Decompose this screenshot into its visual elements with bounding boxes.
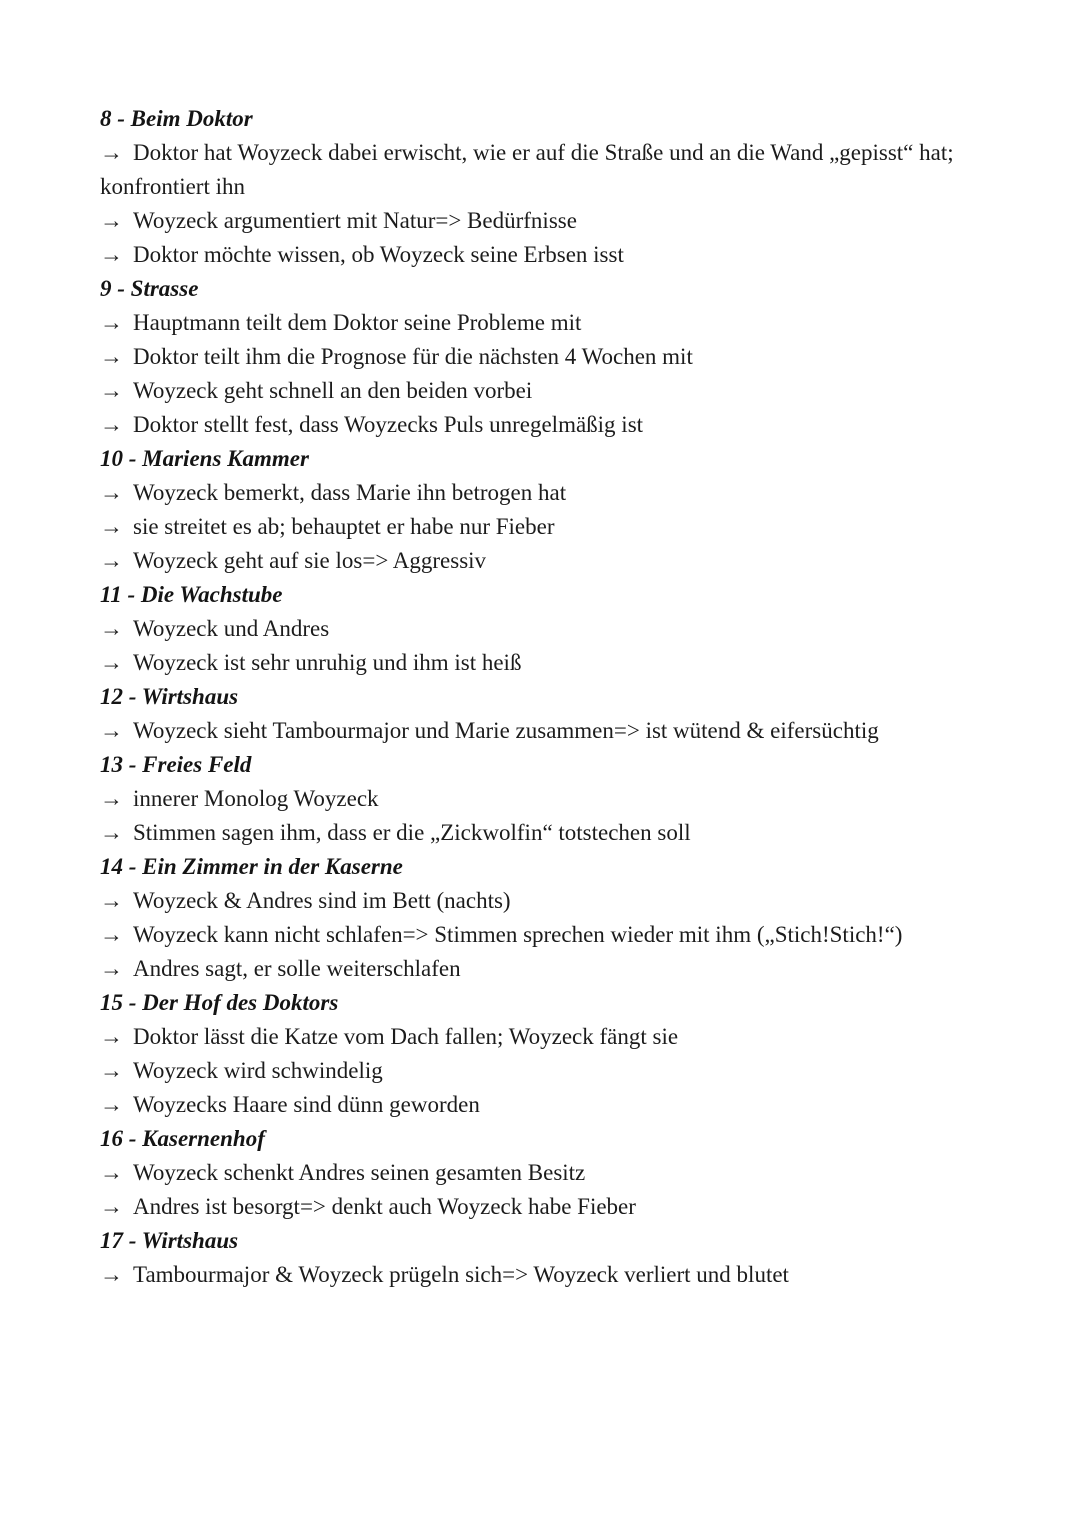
note-item-text: Woyzeck bemerkt, dass Marie ihn betrogen hat	[133, 480, 567, 505]
arrow-bullet-icon: →	[100, 956, 123, 981]
note-item	[100, 816, 970, 850]
note-item-text: Woyzeck sieht Tambourmajor und Marie zusammen=> ist wütend & eifersüchtig	[133, 718, 879, 743]
scene-section	[100, 1224, 970, 1292]
arrow-bullet-icon: →	[100, 1092, 123, 1117]
notes-content	[100, 102, 970, 1292]
arrow-bullet-icon: →	[100, 922, 123, 947]
note-item-text: sie streitet es ab; behauptet er habe nur Fieber	[133, 514, 555, 539]
note-item	[100, 1054, 970, 1088]
arrow-bullet-icon: →	[100, 242, 123, 267]
note-item-text: Woyzeck und Andres	[133, 616, 330, 641]
note-item-text: Woyzeck & Andres sind im Bett (nachts)	[133, 888, 511, 913]
note-item	[100, 510, 970, 544]
note-item	[100, 612, 970, 646]
scene-section	[100, 1122, 970, 1224]
arrow-bullet-icon: →	[100, 480, 123, 505]
note-item	[100, 340, 970, 374]
arrow-bullet-icon: →	[100, 344, 123, 369]
note-item-text: Doktor teilt ihm die Prognose für die nächsten 4 Wochen mit	[133, 344, 693, 369]
note-item-text: Andres ist besorgt=> denkt auch Woyzeck habe Fieber	[133, 1194, 636, 1219]
note-item-text: Doktor lässt die Katze vom Dach fallen; Woyzeck fängt sie	[133, 1024, 679, 1049]
scene-heading: 12 - Wirtshaus	[100, 684, 239, 709]
note-item-text: Doktor stellt fest, dass Woyzecks Puls unregelmäßig ist	[133, 412, 644, 437]
note-item	[100, 374, 970, 408]
scene-section	[100, 850, 970, 986]
arrow-bullet-icon: →	[100, 1058, 123, 1083]
scene-heading: 16 - Kasernenhof	[100, 1126, 265, 1151]
note-item-text: Doktor möchte wissen, ob Woyzeck seine Erbsen isst	[133, 242, 624, 267]
arrow-bullet-icon: →	[100, 548, 123, 573]
note-item-text: innerer Monolog Woyzeck	[133, 786, 379, 811]
note-item	[100, 204, 970, 238]
scene-heading: 8 - Beim Doktor	[100, 106, 253, 131]
arrow-bullet-icon: →	[100, 310, 123, 335]
arrow-bullet-icon: →	[100, 1024, 123, 1049]
scene-heading: 17 - Wirtshaus	[100, 1228, 239, 1253]
note-item	[100, 238, 970, 272]
arrow-bullet-icon: →	[100, 888, 123, 913]
arrow-bullet-icon: →	[100, 718, 123, 743]
note-item-text: Woyzeck geht auf sie los=> Aggressiv	[133, 548, 487, 573]
scene-section	[100, 272, 970, 442]
arrow-bullet-icon: →	[100, 616, 123, 641]
note-item-text: Woyzeck geht schnell an den beiden vorbei	[133, 378, 533, 403]
scene-heading: 11 - Die Wachstube	[100, 582, 283, 607]
note-item-text: Woyzecks Haare sind dünn geworden	[133, 1092, 480, 1117]
arrow-bullet-icon: →	[100, 1160, 123, 1185]
arrow-bullet-icon: →	[100, 140, 123, 165]
scene-section	[100, 986, 970, 1122]
arrow-bullet-icon: →	[100, 650, 123, 675]
scene-heading: 10 - Mariens Kammer	[100, 446, 309, 471]
note-item	[100, 544, 970, 578]
scene-section	[100, 442, 970, 578]
note-item	[100, 136, 970, 204]
scene-heading: 9 - Strasse	[100, 276, 199, 301]
note-item	[100, 408, 970, 442]
note-item-text: Woyzeck ist sehr unruhig und ihm ist heiß	[133, 650, 522, 675]
note-item	[100, 918, 970, 952]
note-item-text: Woyzeck kann nicht schlafen=> Stimmen sprechen wieder mit ihm („Stich!Stich!“)	[133, 922, 903, 947]
note-item-text: Hauptmann teilt dem Doktor seine Probleme mit	[133, 310, 582, 335]
note-item	[100, 782, 970, 816]
note-item	[100, 646, 970, 680]
arrow-bullet-icon: →	[100, 1194, 123, 1219]
note-item	[100, 1020, 970, 1054]
arrow-bullet-icon: →	[100, 412, 123, 437]
arrow-bullet-icon: →	[100, 820, 123, 845]
arrow-bullet-icon: →	[100, 514, 123, 539]
note-item-text: Woyzeck argumentiert mit Natur=> Bedürfnisse	[133, 208, 577, 233]
note-item	[100, 1190, 970, 1224]
note-item-text: Stimmen sagen ihm, dass er die „Zickwolfin“ totstechen soll	[133, 820, 691, 845]
note-item	[100, 952, 970, 986]
note-item	[100, 1088, 970, 1122]
note-item	[100, 306, 970, 340]
scene-heading: 15 - Der Hof des Doktors	[100, 990, 339, 1015]
scene-section	[100, 578, 970, 680]
note-item	[100, 884, 970, 918]
scene-section	[100, 102, 970, 272]
note-item	[100, 714, 970, 748]
scene-section	[100, 680, 970, 748]
note-item-text: Doktor hat Woyzeck dabei erwischt, wie er auf die Straße und an die Wand „gepisst“ hat; konfrontiert ihn	[100, 140, 954, 199]
scene-heading: 14 - Ein Zimmer in der Kaserne	[100, 854, 403, 879]
scene-heading: 13 - Freies Feld	[100, 752, 252, 777]
scene-section	[100, 748, 970, 850]
note-item	[100, 1156, 970, 1190]
note-item	[100, 1258, 970, 1292]
note-item-text: Andres sagt, er solle weiterschlafen	[133, 956, 461, 981]
note-item-text: Tambourmajor & Woyzeck prügeln sich=> Woyzeck verliert und blutet	[133, 1262, 789, 1287]
arrow-bullet-icon: →	[100, 786, 123, 811]
note-item	[100, 476, 970, 510]
arrow-bullet-icon: →	[100, 208, 123, 233]
arrow-bullet-icon: →	[100, 378, 123, 403]
note-item-text: Woyzeck wird schwindelig	[133, 1058, 383, 1083]
note-item-text: Woyzeck schenkt Andres seinen gesamten Besitz	[133, 1160, 586, 1185]
arrow-bullet-icon: →	[100, 1262, 123, 1287]
